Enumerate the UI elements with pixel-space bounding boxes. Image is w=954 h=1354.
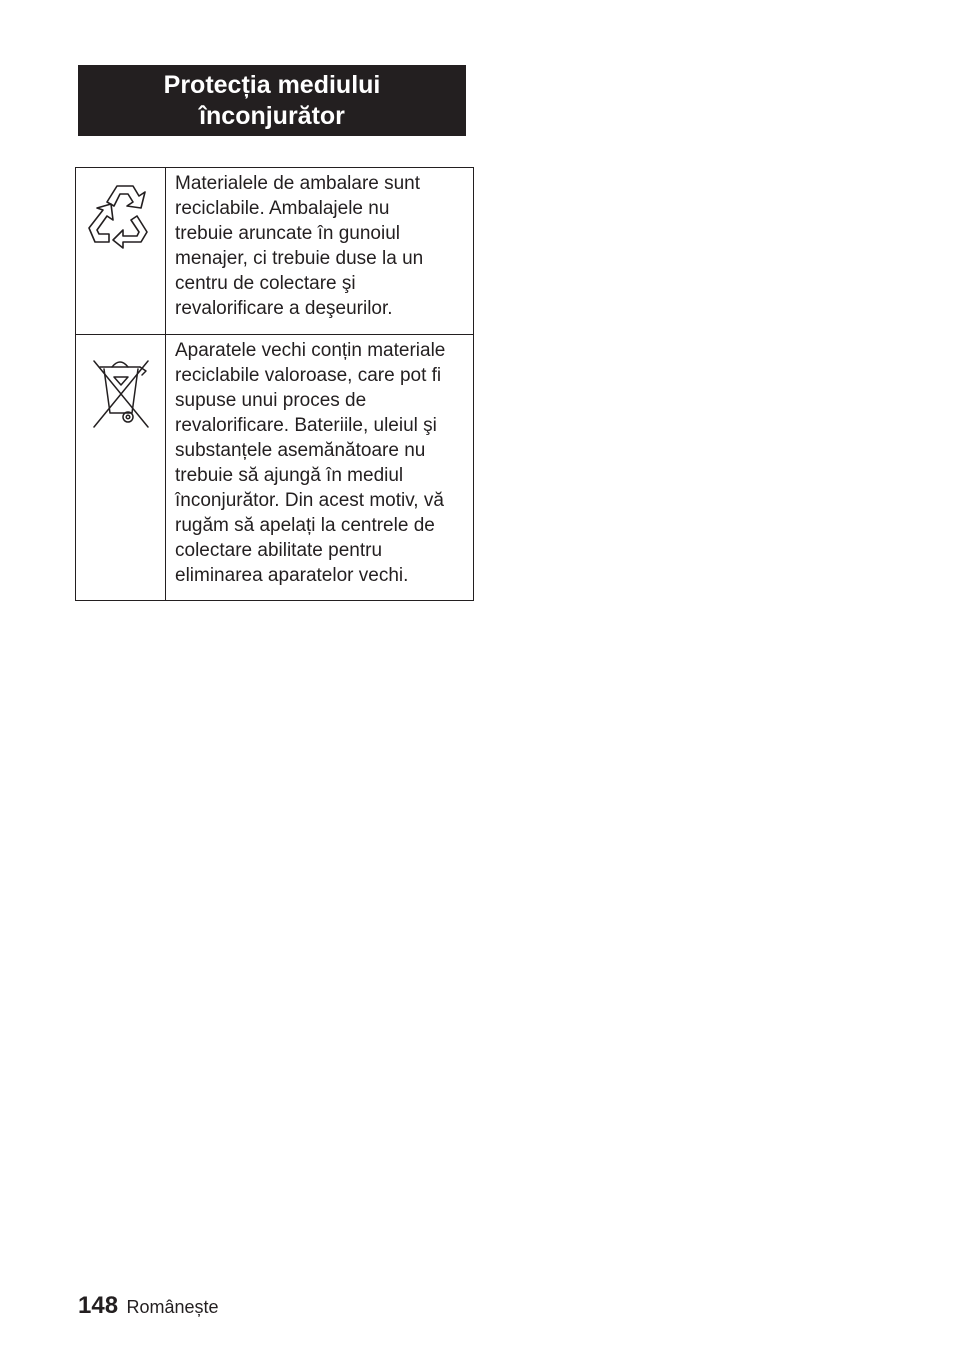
environment-info-table (75, 167, 474, 601)
text-line: supuse unui proces de (175, 390, 367, 411)
icon-cell (76, 335, 166, 601)
text-line: eliminarea aparatelor vechi. (175, 565, 409, 586)
page-footer (78, 1292, 219, 1320)
disposal-description (166, 335, 474, 601)
text-line: înconjurător. Din acest motiv, vă (175, 490, 444, 511)
section-title-line-1: Protecția mediului (163, 70, 381, 99)
text-line: menajer, ci trebuie duse la un (175, 248, 424, 269)
icon-cell (76, 168, 166, 335)
text-line: revalorificare. Bateriile, uleiul şi (175, 415, 437, 436)
table-row (76, 168, 474, 335)
text-line: Materialele de ambalare sunt (175, 173, 421, 194)
section-title-line-2: înconjurător (199, 101, 345, 130)
text-line: Aparatele vechi conțin materiale (175, 340, 446, 361)
table-row (76, 335, 474, 601)
text-line: centru de colectare şi (175, 273, 356, 294)
recycle-icon (76, 168, 165, 264)
page-number: 148 (78, 1292, 119, 1319)
text-line: reciclabile valoroase, care pot fi (175, 365, 442, 386)
text-line: reciclabile. Ambalajele nu (175, 198, 390, 219)
text-line: revalorificare a deşeurilor. (175, 298, 393, 319)
text-line: rugăm să apelați la centrele de (175, 515, 435, 536)
language-label: Românește (126, 1297, 219, 1317)
text-line: trebuie să ajungă în mediul (175, 465, 404, 486)
text-line: substanțele asemănătoare nu (175, 440, 426, 461)
section-title (78, 65, 466, 136)
text-line: colectare abilitate pentru (175, 540, 383, 561)
text-line: trebuie aruncate în gunoiul (175, 223, 400, 244)
crossed-out-wheelie-bin-icon (76, 335, 165, 431)
recycle-description (166, 168, 474, 335)
